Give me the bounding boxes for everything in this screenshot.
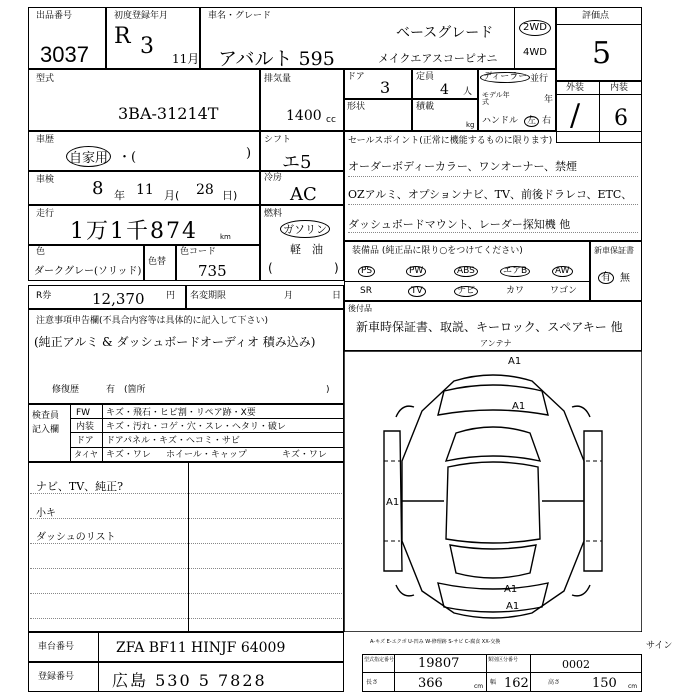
dealer-option: ディーラー [480,72,530,83]
car-roof [446,462,540,543]
sales-rule-3 [348,232,638,233]
damage-mark-rear: A1 [504,584,518,595]
repair-label: 修復歴 [52,385,80,395]
fuel-oil: 油 [312,243,323,256]
model-name: アバルト 595 [218,48,335,70]
car-hood [438,385,548,415]
repair-close: ) [326,385,330,395]
type-value: 3BA-31214T [118,104,219,123]
lot-label: 出品番号 [36,11,73,21]
inspection-month-unit: 月( [164,189,180,202]
int-score: 6 [614,106,628,131]
car-damage-diagram [344,351,642,632]
inspector-row-1 [70,418,344,419]
first-reg-year: 3 [140,34,154,59]
history-label: 車歴 [36,135,55,145]
aircon-value: AC [290,184,317,205]
sales-line-2: OZアルミ、オプションナビ、TV、前後ドラレコ、ETC、 [348,188,633,201]
fuel-light: 軽 [290,243,301,256]
car-trunk [438,583,548,612]
handnote-rule-2 [30,518,342,519]
inspection-label: 車検 [36,175,55,185]
score-label: 評価点 [582,11,610,21]
inspector-col-1 [70,404,71,462]
car-front-left-wheel [396,406,414,417]
inspector-stamp: サイン [646,641,673,651]
doors-value: 3 [380,78,391,97]
category-label: 類別区分番号 [488,657,519,663]
sales-line-3: ダッシュボードマウント、レーダー探知機 他 [348,218,571,231]
mileage-label: 走行 [36,209,55,219]
inspection-month: 11 [136,182,154,198]
inspector-row-3 [70,447,344,448]
aircon-label: 冷房 [264,173,283,183]
equip-airbag: エアB [500,266,530,277]
sales-label: セールスポイント(正常に機能するものに限ります) [348,136,553,146]
reg-label: 登録番号 [38,672,75,682]
car-rear-left-wheel [396,585,414,596]
cert-col-3 [530,654,531,692]
handnote-rule-5 [30,593,342,594]
inspector-row-2 [70,432,344,433]
history-sep: ・( [118,150,137,165]
aftermarket-text: 新車時保証書、取説、キーロック、スペアキー 他 [356,320,623,334]
shift-value: エ5 [282,152,312,173]
inspector-text-fw: キズ・飛石・ヒビ割・リペア跡・X要 [106,408,256,418]
warranty-label: 新車保証書 [594,246,634,255]
damage-mark-bottom: A1 [506,601,520,612]
grade-2: メイクエアスコーピオニ [378,52,498,65]
history-box [28,131,260,171]
inspection-day: 28 [196,182,214,198]
equip-sr: SR [360,286,372,296]
warranty-none: 無 [620,273,630,284]
mileage-unit: km [220,233,231,241]
doors-label: ドア [347,72,365,82]
chassis-label: 車台番号 [38,642,75,652]
name-change-label: 名変期限 [190,291,227,301]
inspector-text-tire: キズ・ワレ [106,450,151,460]
load-label: 積載 [416,102,435,112]
ext-int-header-line [556,94,642,95]
repair-where: (箇所 [124,385,146,395]
first-reg-label: 初度登録年月 [114,11,169,21]
score-divider [556,24,642,25]
inspection-year-unit: 年 [114,189,125,202]
equip-aw: AW [552,266,573,277]
sales-rule-1 [348,176,638,177]
aftermarket-sub: アンテナ [480,339,512,348]
int-label: 内装 [610,83,629,93]
cap-unit: 人 [463,87,473,97]
warranty-yes: 有 [598,272,614,284]
equip-ps: PS [358,266,375,277]
car-rear-window [450,545,536,578]
color-change-label: 色替 [148,257,167,267]
model-label: 車名・グレード [208,11,272,21]
mileage-value: 1万1千874 [70,219,198,244]
fuel-label: 燃料 [264,209,283,219]
damage-legend: A-キズ E-エクボ U-凹み W-修理跡 S-サビ C-腐食 XX-交換 [370,639,501,645]
inspector-text-interior: キズ・汚れ・コゲ・穴・スレ・ヘタリ・破レ [106,422,286,432]
inspector-col-2 [102,404,103,462]
cap-value: 4 [440,82,449,98]
reg-value: 広島 530 5 7828 [112,671,267,690]
repair-yes: 有 [106,385,116,395]
notes-label: 注意事項申告欄(不具合内容等は具体的に記入して下さい) [36,316,269,326]
dealer-suffix: 並行 [530,74,549,84]
color-value: ダークグレー(ソリッド) [34,266,142,277]
recycle-label: R券 [36,291,52,301]
handle-label: ハンドル [482,116,519,126]
load-unit: kg [466,121,475,129]
height-value: 150 [592,676,617,691]
equip-pw: PW [406,266,426,277]
disp-value: 1400 [286,108,322,124]
damage-mark-front: A1 [508,356,522,367]
handnote-2: 小キ [36,508,56,519]
length-value: 366 [418,676,443,691]
inspector-text-wheel: ホイール・キャップ [166,450,247,460]
color-label: 色 [36,247,46,257]
equip-tv: TV [408,286,426,297]
score-value: 5 [592,36,612,71]
lot-number: 3037 [40,42,89,67]
name-change-day: 日 [332,291,342,301]
name-change-month: 月 [284,291,294,301]
handle-right: 右 [542,116,552,126]
inspector-head-fw: FW [76,408,91,418]
model-year-unit: 年 [544,95,554,105]
height-label: 高さ [548,679,561,686]
inspector-head-door: ドア [76,436,94,446]
equip-abs: ABS [454,266,478,277]
handnote-rule-3 [30,543,342,544]
equip-leather: カワ [506,286,525,296]
fuel-value: ガソリン [280,220,330,238]
length-unit: cm [474,683,484,690]
model-year-label: モデル年式 [482,91,510,106]
handnote-rule-4 [30,568,342,569]
category-value: 0002 [562,658,590,671]
equip-wagon: ワゴン [550,286,578,296]
disp-unit: cc [326,115,336,125]
recycle-value: 12,370 [92,290,145,308]
drive-divider [514,7,515,69]
fuel-paren-close: ) [334,261,339,275]
car-front-right-wheel [572,406,590,417]
ext-score: / [570,98,581,133]
disp-label: 排気量 [264,74,292,84]
shape-label: 形状 [347,102,366,112]
handnote-rule-6 [30,618,342,619]
drive-4wd: 4WD [523,47,547,58]
handnote-3: ダッシュのリスト [36,532,116,543]
cap-label: 定員 [416,72,435,82]
notes-text: (純正アルミ & ダッシュボードオーディオ 積み込み) [34,335,316,349]
grade: ベースグレード [396,25,494,41]
type-cert-value: 19807 [418,656,460,671]
shift-label: シフト [264,135,292,145]
damage-mark-left: A1 [386,497,400,508]
inspection-year: 8 [92,178,104,199]
inspector-text-wheel-2: キズ・ワレ [282,450,327,460]
car-windshield [446,427,540,461]
cert-row-line [362,672,642,673]
first-reg-month: 11月 [172,52,200,66]
car-outer-body [402,375,584,618]
aftermarket-label: 後付品 [348,304,372,313]
equipment-row-line [344,281,590,282]
inspector-label-2: 記入欄 [32,425,60,435]
color-code-value: 735 [198,262,227,280]
cert-col-2 [486,654,487,692]
history-value: 自家用 [66,146,111,167]
history-close: ) [246,146,252,161]
sales-rule-2 [348,204,638,205]
inspector-label-1: 検査員 [32,411,60,421]
type-cert-label: 型式指定番号 [364,657,395,663]
car-right-side [584,431,602,571]
first-reg-era: R [114,24,131,49]
diagram-frame [344,351,642,632]
recycle-unit: 円 [166,291,176,301]
inspector-head-tire: タイヤ [74,450,98,459]
cert-col-1 [394,654,395,692]
drive-2wd: 2WD [519,20,551,36]
ext-label: 外装 [566,83,585,93]
handnote-1: ナビ、TV、純正? [36,480,124,493]
car-rear-right-wheel [572,585,590,596]
sales-line-1: オーダーボディーカラー、ワンオーナー、禁煙 [348,160,578,173]
equipment-label: 装備品 (純正品に限り○をつけてください) [352,246,523,256]
chassis-value: ZFA BF11 HINJF 64009 [116,640,286,656]
width-label: 幅 [490,679,497,686]
width-value: 162 [504,676,529,691]
handnote-divider [188,462,189,632]
fuel-paren-open: ( [268,261,273,275]
height-unit: cm [628,683,638,690]
inspector-head-interior: 内装 [76,422,95,432]
type-label: 型式 [36,74,55,84]
handle-left: 左 [524,116,539,127]
inspector-text-door: ドアパネル・キズ・ヘコミ・サビ [106,436,240,446]
color-code-label: 色コード [180,247,217,257]
length-label: 長さ [366,679,379,686]
equip-navi: ナビ [454,286,478,297]
damage-mark-hood: A1 [512,401,526,412]
inspection-day-unit: 日) [222,189,238,202]
